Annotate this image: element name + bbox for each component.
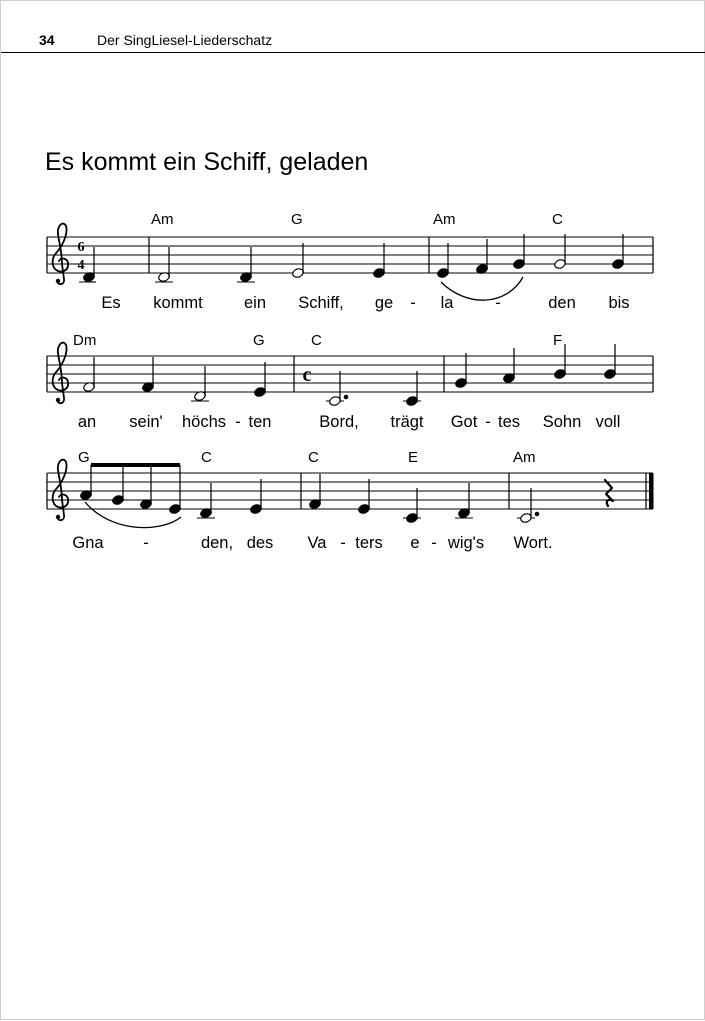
svg-text:trägt: trägt	[390, 413, 424, 431]
svg-text:-: -	[495, 294, 501, 312]
svg-text:-: -	[431, 534, 437, 552]
note	[169, 465, 182, 515]
svg-text:Wort.: Wort.	[513, 534, 553, 552]
svg-text:Va: Va	[307, 534, 327, 552]
svg-text:Bord,: Bord,	[319, 413, 359, 431]
note	[140, 465, 153, 510]
final-barline	[649, 473, 654, 509]
note	[554, 344, 567, 380]
svg-text:tes: tes	[497, 413, 521, 431]
note	[455, 353, 468, 389]
note	[403, 488, 421, 524]
svg-text:C: C	[311, 332, 322, 349]
sheet-music	[1, 1, 705, 1021]
note	[83, 357, 96, 393]
note	[455, 483, 473, 519]
note	[403, 371, 421, 407]
svg-text:sein': sein'	[129, 413, 163, 431]
svg-text:voll: voll	[595, 413, 621, 431]
note	[309, 474, 322, 510]
note	[254, 362, 267, 398]
note	[326, 371, 348, 407]
lyrics	[72, 534, 552, 552]
svg-text:-: -	[340, 534, 346, 552]
svg-text:C: C	[308, 449, 319, 466]
lyrics	[78, 413, 621, 431]
svg-text:an: an	[77, 413, 97, 431]
svg-text:kommt: kommt	[153, 294, 203, 312]
svg-text:G: G	[291, 211, 303, 228]
treble-clef	[53, 224, 69, 285]
svg-text:ten: ten	[248, 413, 272, 431]
page-number: 34	[39, 32, 55, 48]
system-1	[47, 211, 653, 312]
note	[191, 366, 209, 402]
treble-clef	[53, 460, 69, 521]
svg-text:la: la	[440, 294, 454, 312]
svg-text:4: 4	[77, 258, 85, 273]
note	[358, 479, 371, 515]
notes	[79, 234, 624, 283]
time-signature: c	[302, 364, 312, 386]
note	[80, 465, 93, 501]
svg-text:ge: ge	[374, 294, 394, 312]
svg-text:Am: Am	[151, 211, 174, 228]
system-2	[47, 332, 653, 431]
svg-text:-: -	[410, 294, 416, 312]
svg-text:Am: Am	[433, 211, 456, 228]
staff-lines	[47, 473, 653, 509]
note	[612, 234, 625, 270]
lyrics	[101, 294, 629, 312]
note	[250, 479, 263, 515]
running-title: Der SingLiesel-Liederschatz	[97, 32, 273, 48]
note	[513, 234, 526, 270]
note	[197, 483, 215, 519]
note	[503, 348, 516, 384]
svg-text:C: C	[552, 211, 563, 228]
svg-text:C: C	[201, 449, 212, 466]
svg-text:ein: ein	[243, 294, 267, 312]
note	[434, 243, 452, 279]
svg-text:ters: ters	[355, 534, 383, 552]
notes	[80, 465, 539, 524]
quarter-rest	[605, 480, 613, 506]
note	[373, 243, 386, 279]
svg-text:Got: Got	[450, 413, 478, 431]
note	[517, 488, 539, 524]
slur	[85, 502, 181, 528]
note	[237, 247, 255, 283]
svg-text:Sohn: Sohn	[542, 413, 582, 431]
svg-text:-: -	[485, 413, 491, 431]
svg-text:E: E	[408, 449, 419, 466]
svg-text:Gna: Gna	[72, 534, 104, 552]
note	[142, 357, 155, 393]
svg-text:den: den	[548, 294, 576, 312]
song-title: Es kommt ein Schiff, geladen	[45, 148, 369, 176]
svg-text:6: 6	[77, 240, 85, 255]
note	[604, 344, 617, 380]
note	[155, 247, 173, 283]
svg-text:höchs: höchs	[181, 413, 227, 431]
treble-clef	[53, 343, 69, 404]
note	[292, 243, 305, 279]
note	[476, 239, 489, 275]
svg-text:bis: bis	[608, 294, 630, 312]
chord-symbols	[151, 211, 563, 228]
svg-text:e: e	[410, 534, 420, 552]
svg-text:G: G	[253, 332, 265, 349]
svg-text:F: F	[553, 332, 563, 349]
time-signature	[78, 240, 85, 273]
svg-text:den,: den,	[200, 534, 234, 552]
svg-text:Schiff,: Schiff,	[298, 294, 344, 312]
svg-text:Am: Am	[513, 449, 536, 466]
chord-symbols	[73, 332, 562, 349]
svg-text:Dm: Dm	[73, 332, 97, 349]
svg-text:des: des	[246, 534, 274, 552]
svg-text:-: -	[235, 413, 241, 431]
system-3	[47, 449, 654, 552]
notes	[83, 344, 617, 407]
svg-text:G: G	[78, 449, 90, 466]
svg-text:wig's: wig's	[447, 534, 485, 552]
note	[112, 465, 125, 506]
note	[554, 234, 567, 270]
svg-text:Es: Es	[101, 294, 121, 312]
svg-text:-: -	[143, 534, 149, 552]
